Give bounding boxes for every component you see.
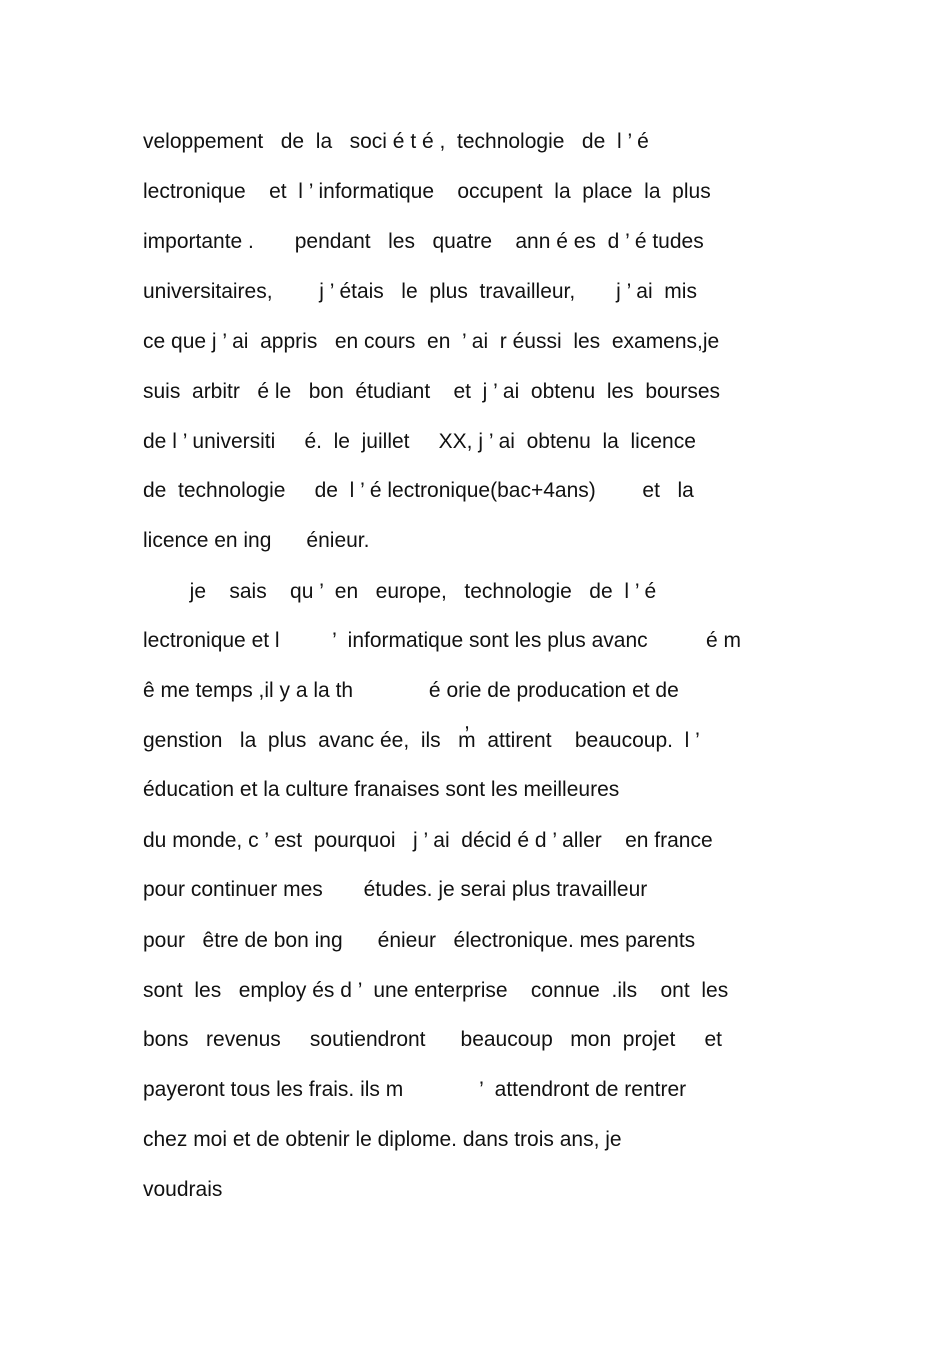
text-line: sont les employ és d ’ une enterprise connue .ils ont les (143, 979, 729, 1002)
text-line: voudrais (143, 1178, 223, 1201)
text-line: lectronique et l ’ informatique occupent la place la plus (143, 180, 711, 203)
text-line: chez moi et de obtenir le diplome. dans trois ans, je (143, 1128, 622, 1151)
text-line: importante . pendant les quatre ann é es d ’ é tudes (143, 230, 704, 253)
text-line: je sais qu ’ en europe, technologie de l ’ é (143, 580, 657, 603)
text-line: du monde, c ’ est pourquoi j ’ ai décid é d ’ aller en france (143, 829, 713, 852)
text-line: de l ’ universiti é. le juillet XX, j ’ ai obtenu la licence (143, 430, 696, 453)
text-line: licence en ing énieur. (143, 529, 370, 552)
text-line: de technologie de l ’ é lectronique(bac+4ans) et la (143, 479, 694, 502)
text-line: pour être de bon ing énieur électronique. mes parents (143, 929, 696, 952)
text-line: lectronique et l ’ informatique sont les plus avanc é m (143, 629, 741, 652)
text-line: ce que j ’ ai appris en cours en ’ ai r éussi les examens,je (143, 330, 720, 353)
text-line: genstion la plus avanc ée, ils m̓ attirent beaucoup. l ’ (143, 729, 700, 752)
text-line: bons revenus soutiendront beaucoup mon projet et (143, 1028, 723, 1051)
text-line: universitaires, j ’ étais le plus travailleur, j ’ ai mis (143, 280, 697, 303)
text-line: éducation et la culture franaises sont les meilleures (143, 778, 620, 801)
text-line: veloppement de la soci é t é , technologie de l ’ é (143, 130, 649, 153)
text-line: suis arbitr é le bon étudiant et j ’ ai obtenu les bourses (143, 380, 721, 403)
text-line: pour continuer mes études. je serai plus travailleur (143, 878, 648, 901)
text-line: ê me temps ,il y a la th é orie de producation et de (143, 679, 679, 702)
text-line: payeront tous les frais. ils m ’ attendront de rentrer (143, 1078, 687, 1101)
